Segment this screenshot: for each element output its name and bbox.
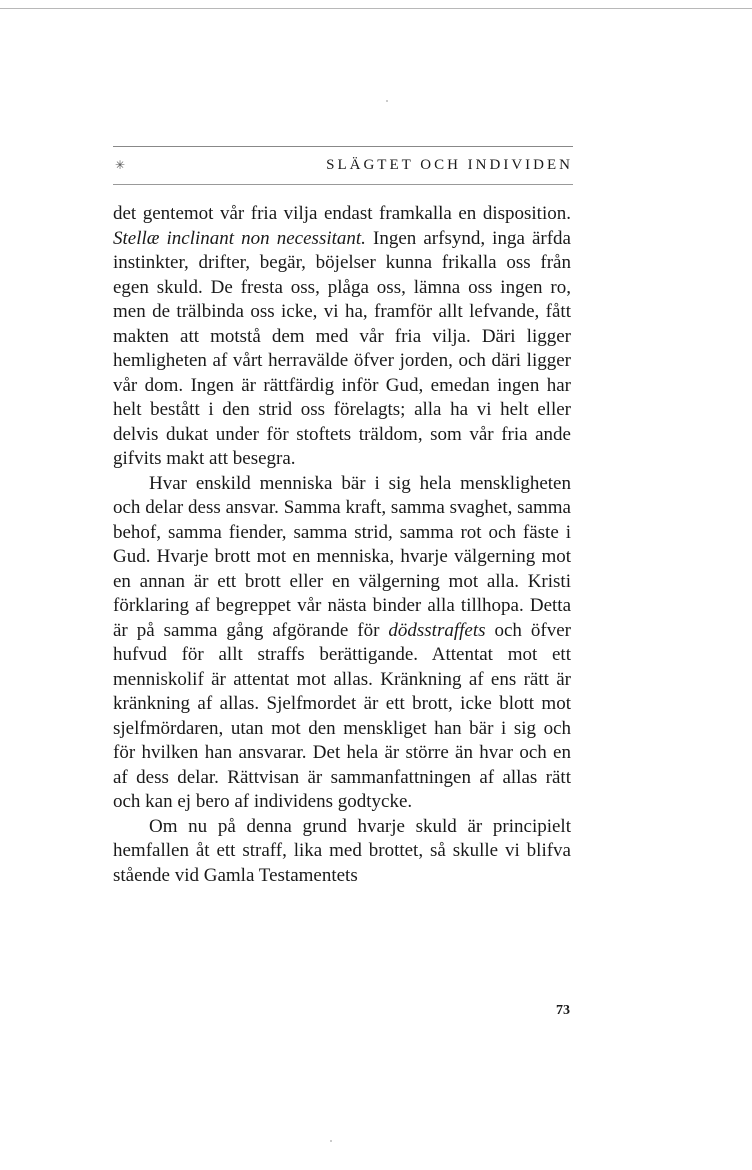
- body-text: [113, 202, 571, 888]
- paragraph-1: [113, 202, 571, 472]
- paper-speck: [386, 100, 388, 102]
- page-top-edge: [0, 8, 752, 9]
- paper-speck: [330, 1140, 332, 1142]
- paragraph-2-text-b: och öfver hufvud för allt straffs berättigande. Attentat mot ett menniskolif är attentat mot allas. Kränkning af ens rätt är kränkning af allas. Sjelfmordet är ett brott, icke blott mot sjelfmördaren, utan mot den menskliget han bär i sig och för hvilken han ansvarar. Det hela är större än hvar och en af dess delar. Rättvisan är sammanfattningen af allas rätt och kan ej bero af individens godtycke.: [113, 619, 571, 812]
- header-rule-bottom: [113, 184, 573, 185]
- paragraph-2: [113, 472, 571, 815]
- running-header: [113, 146, 573, 186]
- paragraph-2-text-a: Hvar enskild menniska bär i sig hela menskligheten och delar dess ansvar. Samma kraft, samma svaghet, samma behof, samma fiender, samma strid, samma rot och fäste i Gud. Hvarje brott mot en menniska, hvarje välgerning mot en annan är ett brott eller en välgerning mot alla. Kristi förklaring af begreppet vår nästa binder alla tillhopa. Detta är på samma gång afgörande för: [113, 472, 571, 641]
- latin-quote: Stellæ inclinant non necessitant.: [113, 227, 366, 249]
- paragraph-3: [113, 815, 571, 889]
- paragraph-1-text-b: Ingen arfsynd, inga ärfda instinkter, drifter, begär, böjelser kunna frikalla oss från egen skuld. De fresta oss, plåga oss, lämna oss ingen ro, men de trälbinda oss icke, vi ha, framför allt lefvande, fått makten att motstå dem med vår fria vilja. Däri ligger hemligheten af vårt herravälde öfver jorden, och däri ligger vår dom. Ingen är rättfärdig inför Gud, emedan ingen har helt bestått i den strid oss förelagts; alla ha vi helt eller delvis dukat under för stoftets träldom, som vår fria ande gifvits makt att besegra.: [113, 227, 571, 469]
- header-rule-top: [113, 146, 573, 147]
- paragraph-1-text-a: det gentemot vår fria vilja endast framkalla en disposition.: [113, 203, 571, 224]
- page-number: 73: [556, 1003, 570, 1018]
- paragraph-3-text: Om nu på denna grund hvarje skuld är principielt hemfallen åt ett straff, lika med brottet, så skulle vi blifva stående vid Gamla Testamentets: [113, 815, 571, 886]
- header-ornament-icon: ✳: [115, 158, 126, 172]
- italic-term: dödsstraffets: [388, 619, 486, 641]
- running-title: SLÄGTET OCH INDIVIDEN: [326, 157, 573, 173]
